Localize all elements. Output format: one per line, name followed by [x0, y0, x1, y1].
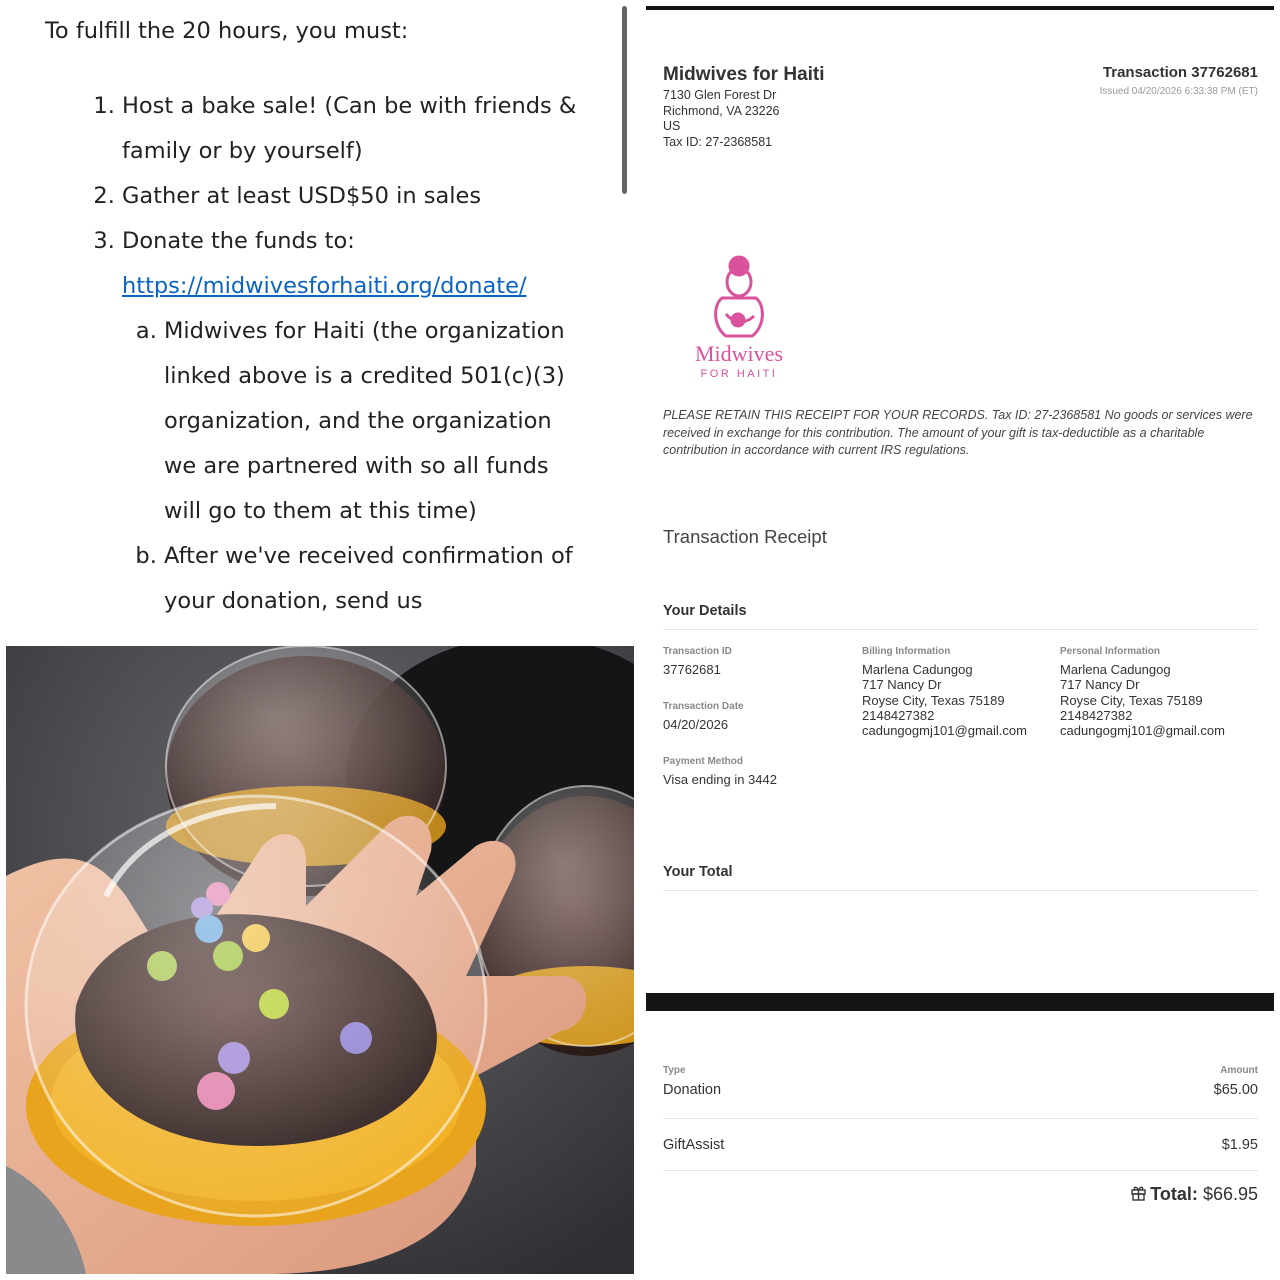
substeps-list: [122, 309, 584, 624]
receipt-top-border: [646, 6, 1274, 10]
donation-receipt: [646, 0, 1280, 1280]
line-item-giftassist-amount: $1.95: [1221, 1137, 1258, 1153]
midwives-logo: [686, 254, 792, 382]
instructions-intro: To fulfill the 20 hours, you must:: [45, 18, 409, 44]
personal-info: Marlena Cadungog 717 Nancy Dr Royse City, Texas 75189 2148427382 cadungogmj101@gmail.com: [1060, 662, 1225, 739]
details-divider: [663, 629, 1258, 630]
total-divider: [663, 890, 1258, 891]
transaction-id-label: Transaction ID: [663, 646, 732, 657]
total-value: $66.95: [1202, 1184, 1258, 1204]
billing-info: Marlena Cadungog 717 Nancy Dr Royse City, Texas 75189 2148427382 cadungogmj101@gmail.com: [862, 662, 1027, 739]
total-heading: Your Total: [663, 864, 733, 880]
midwife-figure-icon: [686, 254, 792, 382]
amount-label: Amount: [1220, 1065, 1258, 1076]
transaction-date-label: Transaction Date: [663, 701, 744, 712]
instructions-document: [0, 0, 636, 640]
receipt-black-band: [646, 993, 1274, 1011]
logo-sub: FOR HAITI: [700, 368, 778, 380]
line-item-donation: Donation: [663, 1082, 722, 1098]
details-heading: Your Details: [663, 603, 747, 619]
org-address: 7130 Glen Forest Dr Richmond, VA 23226 US Tax ID: 27-2368581: [663, 88, 780, 149]
line-item-giftassist: GiftAssist: [663, 1137, 725, 1153]
grand-total: [1131, 1184, 1258, 1206]
org-name: Midwives for Haiti: [663, 64, 825, 85]
billing-label: Billing Information: [862, 646, 951, 657]
personal-label: Personal Information: [1060, 646, 1161, 657]
cupcake-dome-illustration: [6, 646, 634, 1274]
substep-a: a. Midwives for Haiti (the organization linked above is a credited 501(c)(3) organization, and the organization we are partnered with so all funds will go to them at this time): [164, 309, 584, 534]
step-1: 1. Host a bake sale! (Can be with friends & family or by yourself): [122, 84, 632, 174]
step-2: 2. Gather at least USD$50 in sales: [122, 174, 632, 219]
line-divider-1: [663, 1118, 1258, 1119]
total-label: Total:: [1150, 1184, 1198, 1204]
payment-method-label: Payment Method: [663, 756, 744, 767]
payment-method-value: Visa ending in 3442: [663, 772, 777, 787]
substep-b: b. After we've received confirmation of your donation, send us: [164, 534, 584, 624]
line-divider-2: [663, 1170, 1258, 1171]
transaction-date-value: 04/20/2026: [663, 717, 729, 732]
logo-word: Midwives: [695, 341, 783, 366]
transaction-title: Transaction 37762681: [1102, 64, 1258, 81]
line-item-donation-amount: $65.00: [1213, 1082, 1258, 1098]
donate-link[interactable]: https://midwivesforhaiti.org/donate/: [122, 273, 527, 299]
gift-icon: [1131, 1185, 1146, 1206]
receipt-title: Transaction Receipt: [663, 526, 827, 547]
document-scrollbar[interactable]: [622, 6, 627, 194]
transaction-id-value: 37762681: [663, 662, 721, 677]
tax-disclaimer: PLEASE RETAIN THIS RECEIPT FOR YOUR RECORDS. Tax ID: 27-2368581 No goods or services were received in exchange for this contribution. The amount of your gift is tax-deductible as a charitable contribution in accordance with current IRS regulations.: [663, 408, 1253, 457]
issued-date: Issued 04/20/2026 6:33:38 PM (ET): [1099, 86, 1258, 97]
type-label: Type: [663, 1065, 686, 1076]
steps-list: [86, 84, 632, 624]
bake-sale-photo: [6, 646, 634, 1274]
step-3: 3. Donate the funds to: https://midwivesforhaiti.org/donate/ a. Midwives for Haiti (the organization linked above is a credited 501(c)(3) organization, and the organization we are partnered with so all funds will go to them at this time) b. After we've received confirmation of your donation, send us: [122, 219, 632, 624]
